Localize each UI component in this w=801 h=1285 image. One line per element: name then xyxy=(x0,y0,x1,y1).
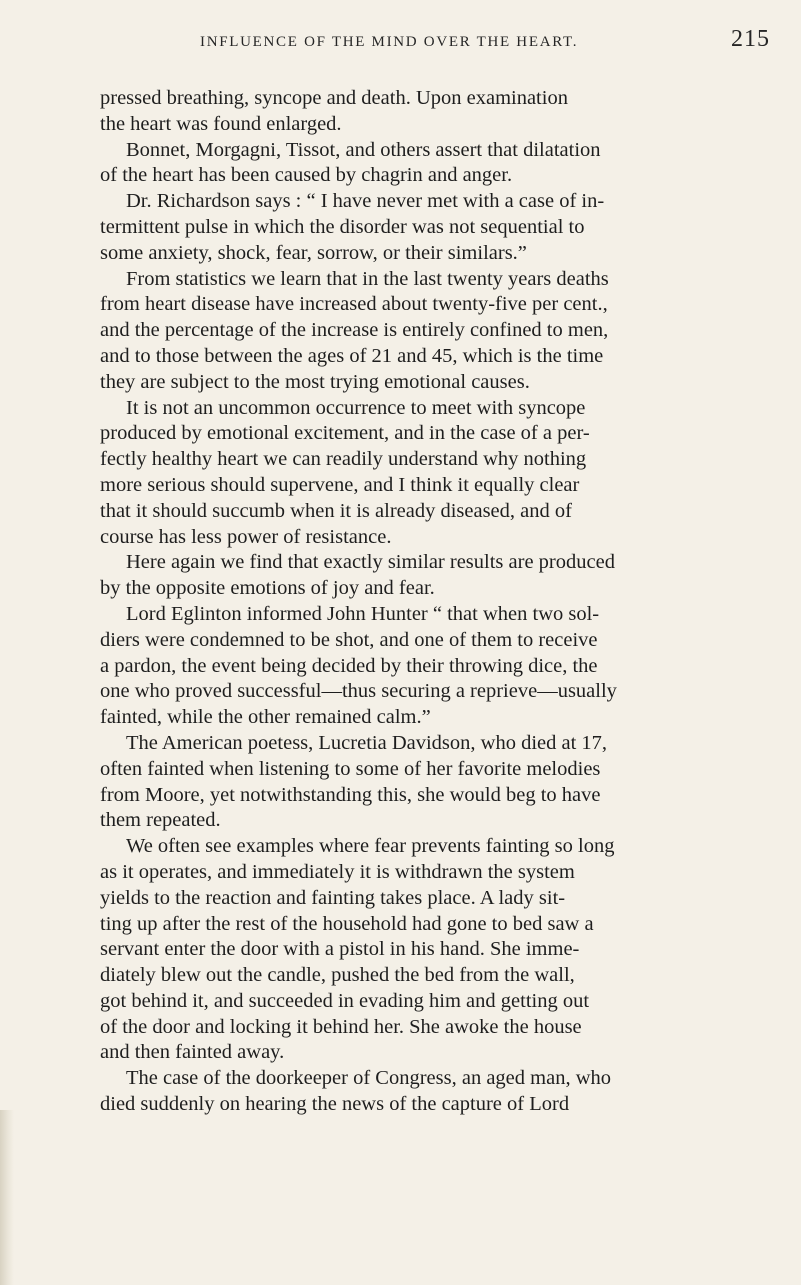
text-line: from heart disease have increased about twenty-five per cent., xyxy=(100,293,608,316)
text-line: fectly healthy heart we can readily understand why nothing xyxy=(100,448,587,471)
text-line: died suddenly on hearing the news of the capture of Lord xyxy=(100,1093,570,1116)
text-line: and to those between the ages of 21 and 45, which is the time xyxy=(100,344,604,367)
text-line: diately blew out the candle, pushed the bed from the wall, xyxy=(100,964,575,987)
text-line: fainted, while the other remained calm.” xyxy=(100,706,431,729)
text-line: that it should succumb when it is already diseased, and of xyxy=(100,499,572,522)
text-line: of the heart has been caused by chagrin and anger. xyxy=(100,164,513,187)
running-head xyxy=(110,26,770,60)
text-line: them repeated. xyxy=(100,809,221,832)
text-line: ting up after the rest of the household had gone to bed saw a xyxy=(100,912,594,935)
text-line: by the opposite emotions of joy and fear. xyxy=(100,577,435,600)
text-line: servant enter the door with a pistol in his hand. She imme- xyxy=(100,938,580,961)
text-line: and the percentage of the increase is entirely confined to men, xyxy=(100,319,609,342)
text-line: produced by emotional excitement, and in the case of a per- xyxy=(100,422,590,445)
paragraph-start-line: Here again we find that exactly similar results are produced xyxy=(126,551,615,574)
paragraph-start-line: It is not an uncommon occurrence to meet with syncope xyxy=(126,396,586,419)
paragraph-start-line: The case of the doorkeeper of Congress, an aged man, who xyxy=(126,1067,611,1090)
paragraph-start-line: Lord Eglinton informed John Hunter “ that when two sol- xyxy=(126,602,600,625)
running-title: INFLUENCE OF THE MIND OVER THE HEART. xyxy=(200,34,579,50)
paragraph-start-line: The American poetess, Lucretia Davidson, who died at 17, xyxy=(126,731,608,754)
text-line: of the door and locking it behind her. She awoke the house xyxy=(100,1015,582,1038)
text-line: and then fainted away. xyxy=(100,1041,285,1064)
text-line: yields to the reaction and fainting takes place. A lady sit- xyxy=(100,886,566,909)
text-line: termittent pulse in which the disorder was not sequential to xyxy=(100,215,585,238)
paragraph-start-line: From statistics we learn that in the last twenty years deaths xyxy=(126,267,609,290)
paragraph-start-line: We often see examples where fear prevents fainting so long xyxy=(126,835,615,858)
paragraph-start-line: Dr. Richardson says : “ I have never met with a case of in- xyxy=(126,190,605,213)
text-line: pressed breathing, syncope and death. Upon examination xyxy=(100,87,568,109)
text-line: as it operates, and immediately it is withdrawn the system xyxy=(100,860,575,883)
text-line: some anxiety, shock, fear, sorrow, or their similars.” xyxy=(100,241,527,264)
text-line: more serious should supervene, and I think it equally clear xyxy=(100,473,580,496)
paragraph-start-line: Bonnet, Morgagni, Tissot, and others assert that dilatation xyxy=(126,138,601,161)
text-line: got behind it, and succeeded in evading him and getting out xyxy=(100,989,590,1012)
text-line: course has less power of resistance. xyxy=(100,525,392,548)
page-number: 215 xyxy=(731,26,770,52)
text-line: often fainted when listening to some of her favorite melodies xyxy=(100,757,601,780)
text-line: one who proved successful—thus securing a reprieve—usually xyxy=(100,680,617,703)
text-line: they are subject to the most trying emotional causes. xyxy=(100,370,530,393)
text-line: the heart was found enlarged. xyxy=(100,112,342,135)
text-line: diers were condemned to be shot, and one of them to receive xyxy=(100,628,598,651)
text-line: from Moore, yet notwithstanding this, she would beg to have xyxy=(100,783,601,806)
text-line: a pardon, the event being decided by their throwing dice, the xyxy=(100,654,598,677)
body-text xyxy=(100,86,770,1118)
page-gutter-shadow xyxy=(0,1110,14,1285)
